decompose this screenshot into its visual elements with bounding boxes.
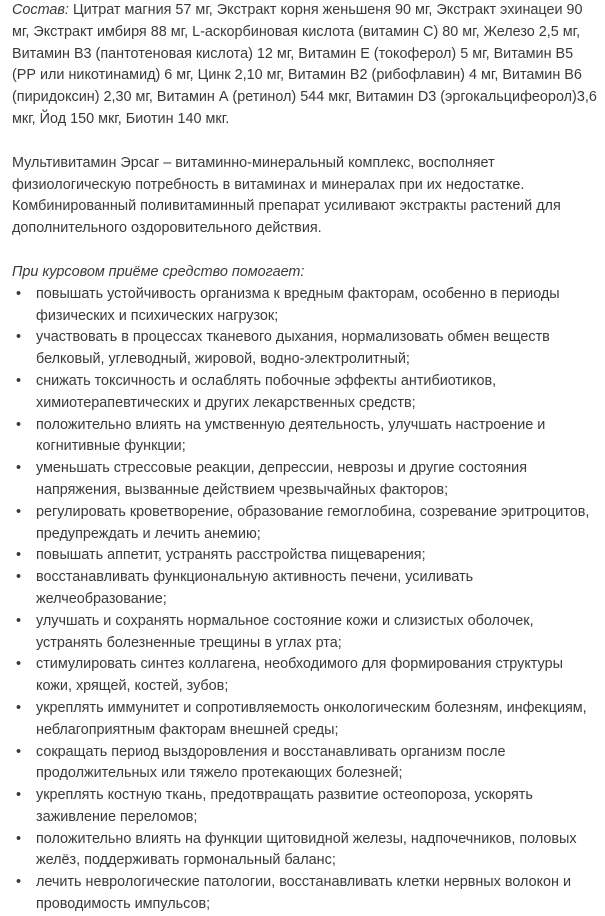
benefit-item: • укреплять иммунитет и сопротивляемость онкологическим болезням, инфекциям, неблагоприятным факторам внешней среды;	[12, 698, 599, 742]
benefits-list	[12, 284, 599, 916]
benefit-item: • повышать аппетит, устранять расстройства пищеварения;	[12, 545, 599, 567]
composition-paragraph	[12, 0, 599, 131]
benefit-item: • сокращать период выздоровления и восстанавливать организм после продолжительных или тяжело протекающих болезней;	[12, 742, 599, 786]
benefit-item: • восстанавливать функциональную активность печени, усиливать желчеобразование;	[12, 567, 599, 611]
composition-text: Цитрат магния 57 мг, Экстракт корня женьшеня 90 мг, Экстракт эхинацеи 90 мг, Экстракт имбиря 88 мг, L-аскорбиновая кислота (витамин С) 80 мг, Железо 2,5 мг, Витамин В3 (пантотеновая кислота) 12 мг, Витамин Е (токоферол) 5 мг, Витамин В5 (РР или никотинамид) 6 мг, Цинк 2,10 мг, Витамин В2 (рибофлавин) 4 мг, Витамин В6 (пиридоксин) 2,30 мг, Витамин А (ретинол) 544 мкг, Витамин D3 (эргокальцифеорол)3,6 мкг, Йод 150 мкг, Биотин 140 мкг.	[12, 2, 597, 127]
benefit-item: • снижать токсичность и ослаблять побочные эффекты антибиотиков, химиотерапевтических и других лекарственных средств;	[12, 371, 599, 415]
benefit-item: • уменьшать стрессовые реакции, депрессии, неврозы и другие состояния напряжения, вызванные действием чрезвычайных факторов;	[12, 458, 599, 502]
product-description-paragraph: Мультивитамин Эрсаг – витаминно-минеральный комплекс, восполняет физиологическую потребность в витаминах и минералах при их недостатке. Комбинированный поливитаминный препарат усиливают экстракты растений для дополнительного оздоровительного действия.	[12, 154, 561, 237]
benefit-item: • лечить неврологические патологии, восстанавливать клетки нервных волокон и проводимость импульсов;	[12, 872, 599, 916]
benefit-item: • укреплять костную ткань, предотвращать развитие остеопороза, ускорять заживление переломов;	[12, 785, 599, 829]
benefit-item: • стимулировать синтез коллагена, необходимого для формирования структуры кожи, хрящей, костей, зубов;	[12, 654, 599, 698]
benefit-item: • положительно влиять на умственную деятельность, улучшать настроение и когнитивные функции;	[12, 415, 599, 459]
benefit-item: • положительно влиять на функции щитовидной железы, надпочечников, половых желёз, поддерживать гормональный баланс;	[12, 829, 599, 873]
composition-label: Состав:	[12, 2, 69, 18]
benefit-item: • улучшать и сохранять нормальное состояние кожи и слизистых оболочек, устранять болезненные трещины в углах рта;	[12, 611, 599, 655]
benefit-item: • регулировать кроветворение, образование гемоглобина, созревание эритроцитов, предупреждать и лечить анемию;	[12, 502, 599, 546]
benefits-heading: При курсовом приёме средство помогает:	[12, 263, 305, 280]
benefit-item: • повышать устойчивость организма к вредным факторам, особенно в периоды физических и психических нагрузок;	[12, 284, 599, 328]
benefit-item: • участвовать в процессах тканевого дыхания, нормализовать обмен веществ белковый, углеводный, жировой, водно-электролитный;	[12, 327, 599, 371]
